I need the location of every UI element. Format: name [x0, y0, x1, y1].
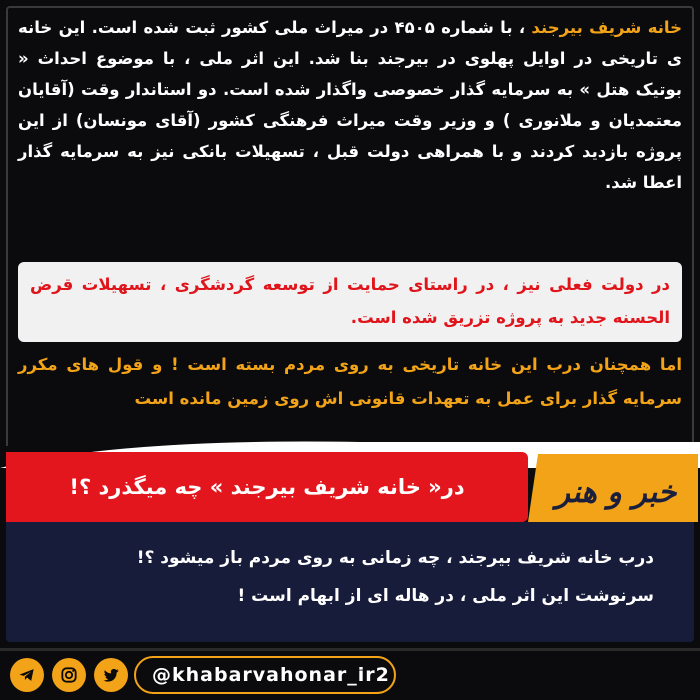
- footer-divider: [0, 648, 700, 651]
- paragraph-2: در دولت فعلی نیز ، در راستای حمایت از توسعه گردشگری ، تسهیلات قرض الحسنه جدید به پروژه تزریق شده است.: [30, 275, 670, 327]
- logo-text: خبر و هنر: [555, 475, 677, 510]
- paragraph-1-body: ، با شماره ۴۵۰۵ در میراث ملی کشور ثبت شده است. این خانه ی تاریخی در اوایل پهلوی در بیرجند بنا شد. این اثر ملی ، با موضوع احداث « بوتیک هتل » به سرمایه گذار خصوصی واگذار شده است. دو استاندار وقت (آقایان معتمدیان و ملانوری ) و وزیر وقت میراث فرهنگی کشور (آقای مونسان) از این پروژه بازدید کردند و با همراهی دولت قبل ، تسهیلات بانکی نیز به سرمایه گذار اعطا شد.: [18, 18, 682, 192]
- paragraph-3: اما همچنان درب این خانه تاریخی به روی مردم بسته است ! و قول های مکرر سرمایه گذار برای عمل به تعهدات قانونی اش روی زمین مانده است: [18, 355, 682, 408]
- paragraph-1: [18, 12, 682, 198]
- social-handle: @khabarvahonar_ir2: [152, 664, 390, 686]
- instagram-icon[interactable]: [52, 658, 86, 692]
- highlight-box: [18, 262, 682, 342]
- bottom-line-1: درب خانه شریف بیرجند ، چه زمانی به روی مردم باز میشود ؟!: [136, 548, 654, 568]
- handle-box[interactable]: [134, 656, 396, 694]
- bottom-panel: [6, 522, 694, 642]
- footer: [0, 648, 700, 700]
- logo: [528, 446, 698, 526]
- article-text: [18, 12, 682, 198]
- headline-bar: [6, 452, 528, 522]
- twitter-icon[interactable]: [94, 658, 128, 692]
- bottom-line-2: سرنوشت این اثر ملی ، در هاله ای از ابهام است !: [237, 586, 654, 606]
- headline: در« خانه شریف بیرجند » چه میگذرد ؟!: [69, 475, 465, 499]
- telegram-icon[interactable]: [10, 658, 44, 692]
- paragraph-1-highlight: خانه شریف بیرجند: [531, 18, 683, 37]
